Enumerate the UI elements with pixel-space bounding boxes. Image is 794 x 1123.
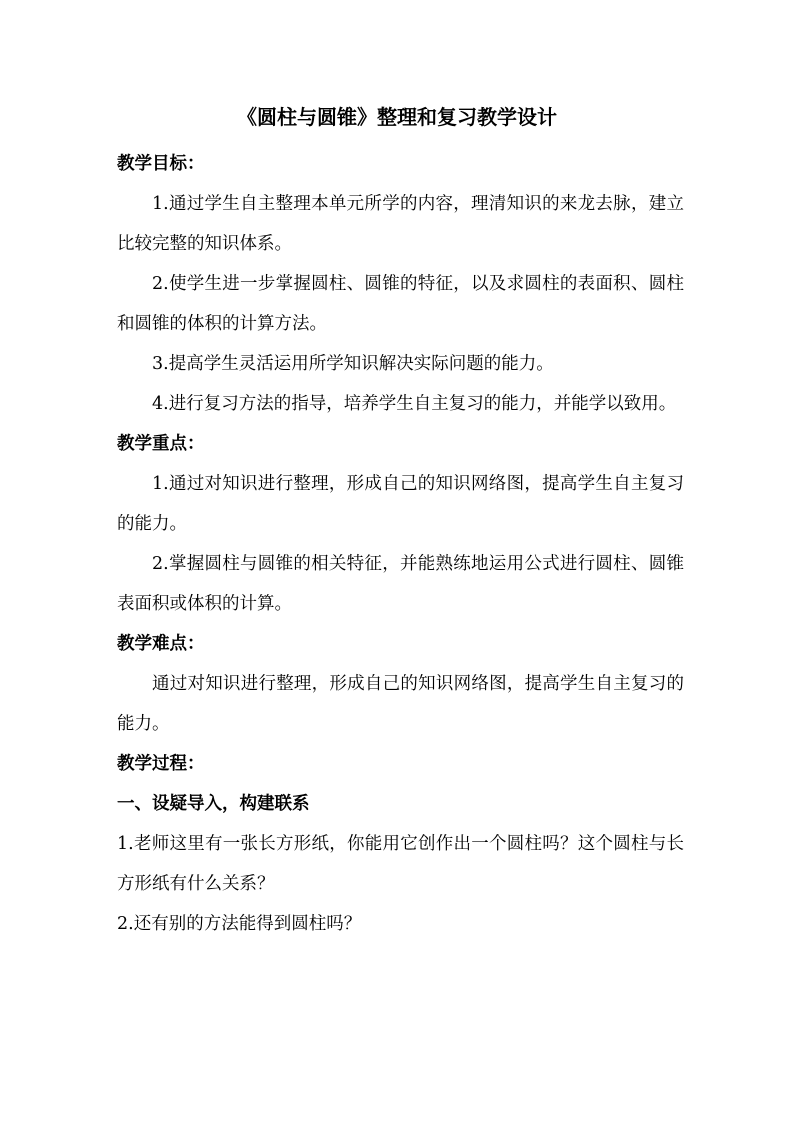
key-point-item: 2.掌握圆柱与圆锥的相关特征，并能熟练地运用公式进行圆柱、圆锥表面积或体积的计算。 — [117, 554, 684, 614]
goal-item: 3.提高学生灵活运用所学知识解决实际问题的能力。 — [152, 354, 554, 374]
difficulties-heading: 教学难点： — [117, 634, 205, 654]
goal-item: 2.使学生进一步掌握圆柱、圆锥的特征，以及求圆柱的表面积、圆柱和圆锥的体积的计算方法。 — [117, 274, 684, 334]
goal-item: 4.进行复习方法的指导，培养学生自主复习的能力，并能学以致用。 — [152, 394, 677, 414]
goal-item: 1.通过学生自主整理本单元所学的内容，理清知识的来龙去脉，建立比较完整的知识体系。 — [117, 194, 684, 254]
goals-heading: 教学目标： — [117, 154, 205, 174]
key-point-item: 1.通过对知识进行整理，形成自己的知识网络图，提高学生自主复习的能力。 — [117, 474, 684, 534]
document-body — [117, 144, 684, 944]
process-heading: 教学过程： — [117, 754, 205, 774]
difficulties-text: 通过对知识进行整理，形成自己的知识网络图，提高学生自主复习的能力。 — [117, 674, 684, 734]
process-item: 1.老师这里有一张长方形纸，你能用它创作出一个圆柱吗？这个圆柱与长方形纸有什么关系？ — [117, 834, 684, 894]
process-subheading: 一、设疑导入，构建联系 — [117, 794, 310, 814]
document-title: 《圆柱与圆锥》整理和复习教学设计 — [237, 105, 557, 129]
process-item: 2.还有别的方法能得到圆柱吗？ — [117, 914, 362, 934]
key-points-heading: 教学重点： — [117, 434, 205, 454]
